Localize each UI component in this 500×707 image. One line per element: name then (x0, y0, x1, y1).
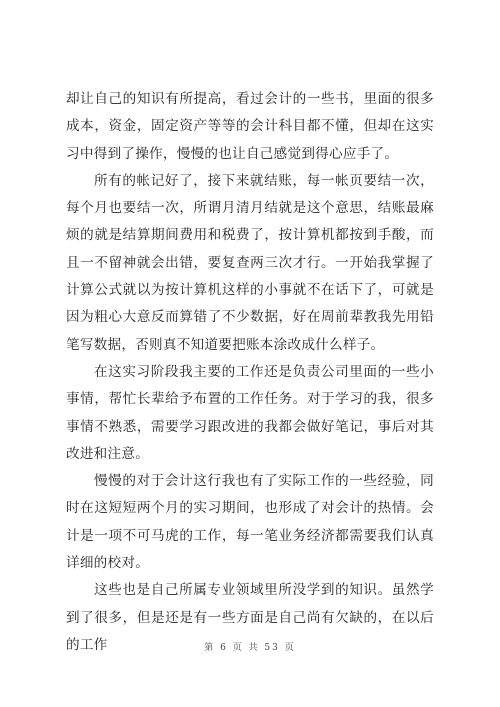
paragraph-continuation: 却让自己的知识有所提高，看过会计的一些书，里面的很多成本，资金，固定资产等等的会计科目都不懂，但却在这实习中得到了操作，慢慢的也让自己感觉到得心应手了。 (66, 91, 434, 162)
document-body (66, 86, 434, 659)
paragraph-knowledge-gained: 这些也是自己所属专业领域里所没学到的知识。虽然学到了很多，但是还是有一些方面是自己尚有欠缺的，在以后的工作 (66, 582, 434, 653)
paragraph-internship-tasks: 在这实习阶段我主要的工作还是负责公司里面的一些小事情，帮忙长辈给予布置的工作任务。对于学习的我，很多事情不熟悉，需要学习跟改进的我都会做好笔记，事后对其改进和注意。 (66, 363, 434, 462)
page-number-footer: 第 6 页 共 53 页 (204, 643, 296, 653)
paragraph-accounting-experience: 慢慢的对于会计这行我也有了实际工作的一些经验，同时在这短短两个月的实习期间，也形成了对会计的热情。会计是一项不可马虎的工作，每一笔业务经济都需要我们认真详细的校对。 (66, 473, 434, 572)
paragraph-closing-accounts: 所有的帐记好了，接下来就结账，每一帐页要结一次，每个月也要结一次，所谓月清月结就是这个意思，结账最麻烦的就是结算期间费用和税费了，按计算机都按到手酸，而且一不留神就会出错，要复查两三次才行。一开始我掌握了计算公式就以为按计算机这样的小事就不在话下了，可就是因为粗心大意反而算错了不少数据，好在周前辈教我先用铅笔写数据，否则真不知道要把账本涂改成什么样子。 (66, 172, 434, 353)
